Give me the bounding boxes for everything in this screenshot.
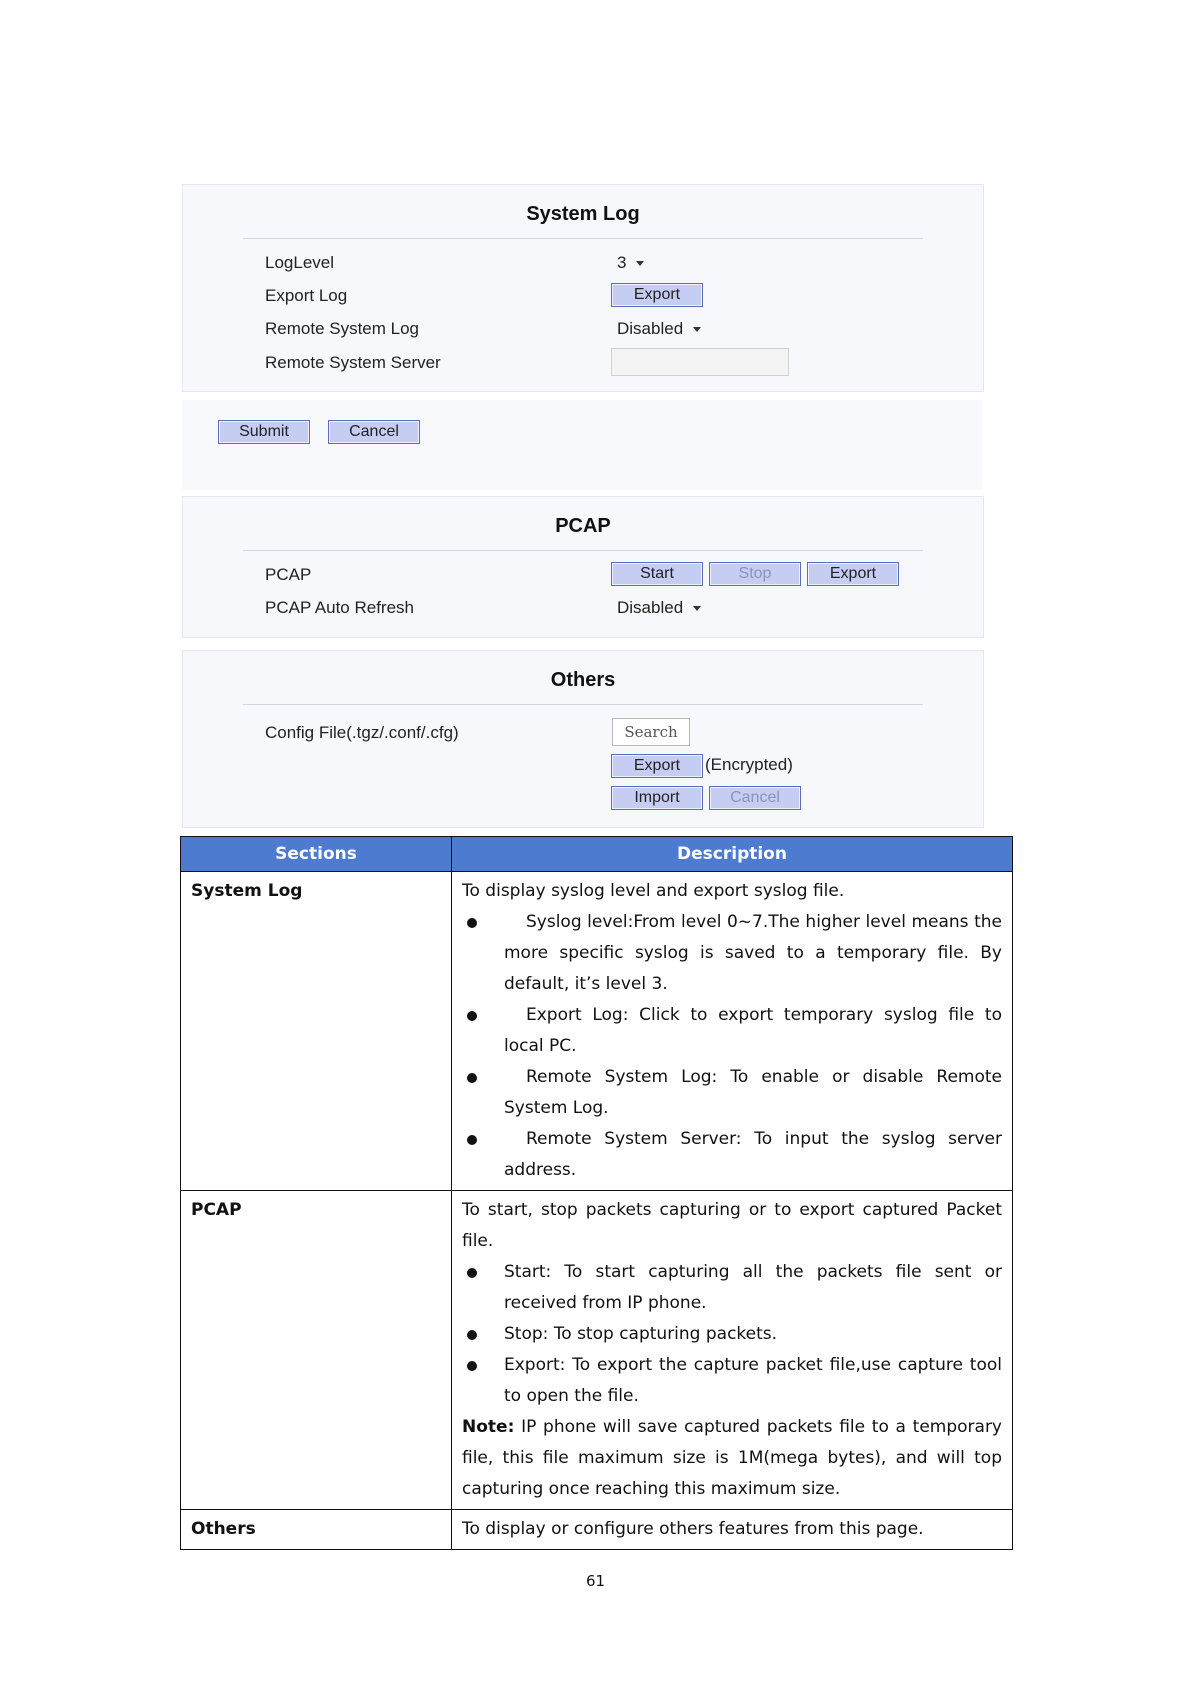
submit-button[interactable]: Submit [218,420,310,444]
config-cancel-button[interactable]: Cancel [709,786,801,810]
page-number: 61 [585,1572,606,1590]
remote-system-server-label: Remote System Server [265,353,441,372]
bullet-item: Remote System Server: To input the syslog server address. [462,1124,1002,1186]
config-file-label: Config File(.tgz/.conf/.cfg) [265,723,459,742]
bullet-item: Export: To export the capture packet file,use capture tool to open the file. [462,1350,1002,1412]
remote-system-log-value: Disabled [617,319,684,338]
divider [243,238,923,239]
loglevel-value: 3 [617,253,627,272]
remote-system-server-input[interactable] [611,348,789,376]
description-intro: To display or configure others features from this page. [462,1519,924,1539]
system-log-panel [182,184,984,392]
config-search-button[interactable]: Search [612,718,690,746]
pcap-start-button[interactable]: Start [611,562,703,586]
header-description: Description [452,837,1013,872]
description-cell [452,1510,1013,1550]
header-sections: Sections [181,837,452,872]
config-export-button[interactable]: Export [611,754,703,778]
chevron-down-icon [636,261,644,266]
remote-system-log-label: Remote System Log [265,319,420,338]
bullet-item: Export Log: Click to export temporary syslog file to local PC. [462,1000,1002,1062]
section-cell: System Log [181,872,452,1191]
action-bar [182,400,982,490]
config-import-button[interactable]: Import [611,786,703,810]
pcap-export-button[interactable]: Export [807,562,899,586]
bullet-item: Remote System Log: To enable or disable Remote System Log. [462,1062,1002,1124]
table-header-row [181,837,1013,872]
description-intro: To display syslog level and export syslog file. [462,881,845,901]
note-text: IP phone will save captured packets file to a temporary file, this file maximum size is 1M(mega bytes), and will top capturing once reaching this maximum size. [462,1417,1002,1499]
divider [243,550,923,551]
pcap-title: PCAP [555,515,611,537]
chevron-down-icon [693,327,701,332]
table-row [181,1510,1013,1550]
others-title: Others [550,669,616,691]
others-panel [182,650,984,828]
divider [243,704,923,705]
system-log-title: System Log [526,203,640,225]
section-cell: PCAP [181,1191,452,1510]
pcap-auto-refresh-select[interactable] [617,598,701,618]
table-row [181,1191,1013,1510]
bullet-item: Start: To start capturing all the packets file sent or received from IP phone. [462,1257,1002,1319]
export-log-label: Export Log [265,286,348,305]
section-cell: Others [181,1510,452,1550]
pcap-auto-refresh-label: PCAP Auto Refresh [265,598,414,617]
bullet-item: Syslog level:From level 0~7.The higher level means the more specific syslog is saved to a temporary file. By default, it’s level 3. [462,907,1002,1000]
description-cell [452,1191,1013,1510]
pcap-stop-button[interactable]: Stop [709,562,801,586]
description-cell [452,872,1013,1191]
note-paragraph [462,1412,1002,1505]
description-intro: To start, stop packets capturing or to export captured Packet file. [462,1200,1002,1251]
remote-system-log-select[interactable] [617,319,701,339]
pcap-panel [182,496,984,638]
note-label: Note: [462,1417,515,1437]
loglevel-select[interactable] [617,253,644,273]
cancel-button[interactable]: Cancel [328,420,420,444]
encrypted-label: (Encrypted) [705,755,793,774]
export-log-button[interactable]: Export [611,283,703,307]
loglevel-label: LogLevel [265,253,335,272]
pcap-auto-refresh-value: Disabled [617,598,684,617]
chevron-down-icon [693,606,701,611]
description-table [180,836,1013,1550]
bullet-item: Stop: To stop capturing packets. [462,1319,1002,1350]
table-row [181,872,1013,1191]
pcap-label: PCAP [265,565,312,584]
